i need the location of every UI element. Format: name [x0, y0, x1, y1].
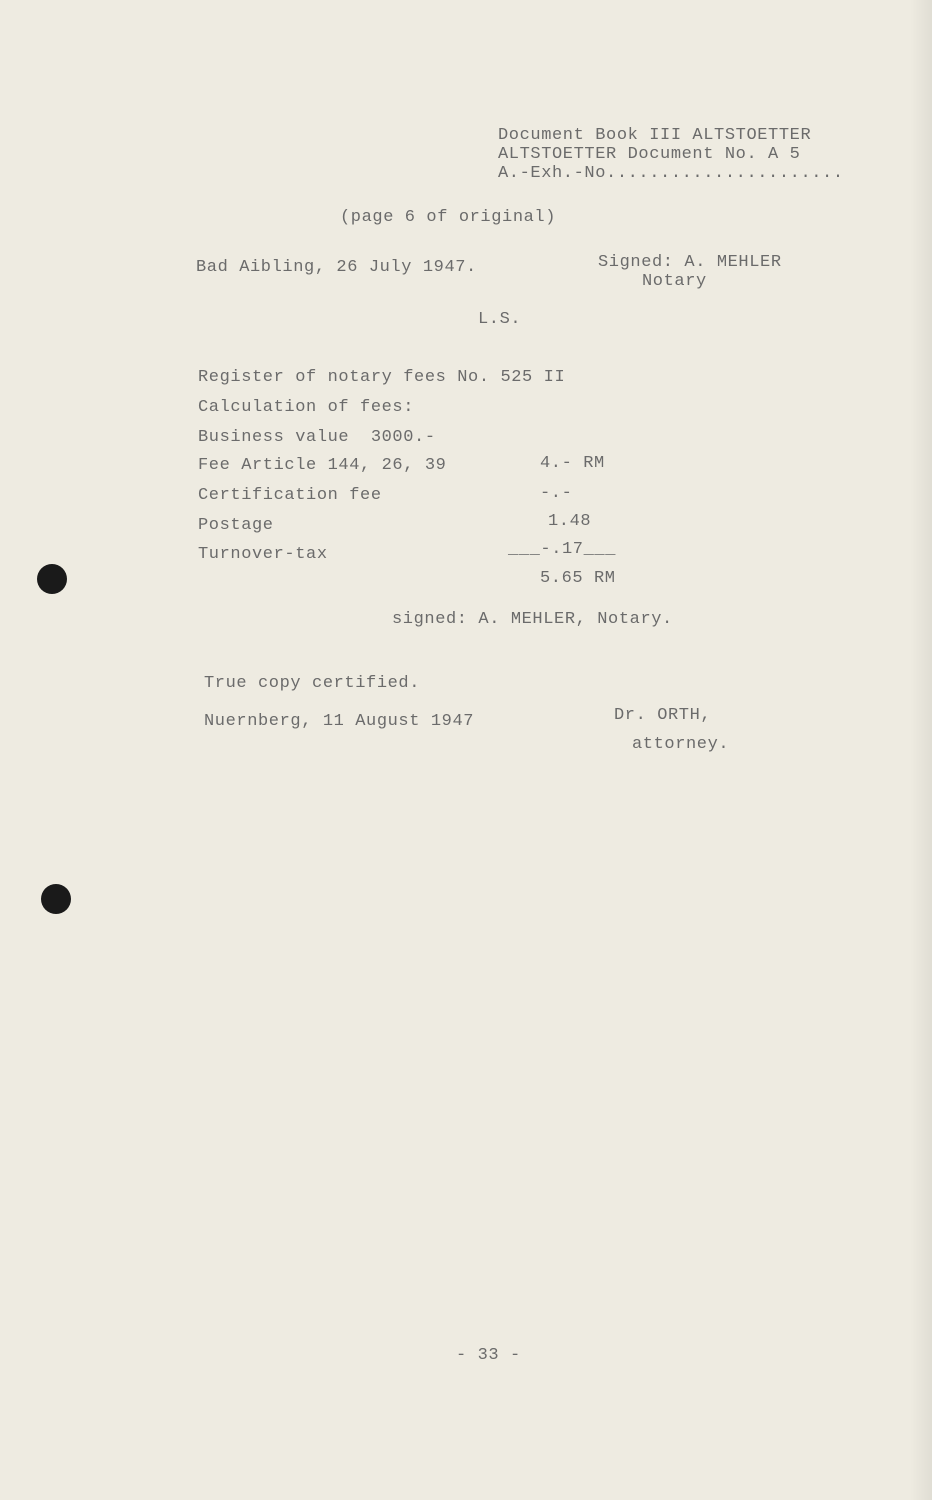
fee-row-label: Turnover-tax [198, 545, 328, 564]
page-reference: (page 6 of original) [340, 208, 557, 227]
seal-mark: L.S. [478, 310, 522, 329]
page-number: - 33 - [456, 1346, 521, 1365]
business-value: Business value 3000.- [198, 428, 436, 447]
fee-row-amount: 1.48 [548, 512, 592, 531]
paper-edge-shadow [910, 0, 932, 1500]
fee-calculation-heading: Calculation of fees: [198, 398, 415, 417]
header-document-book: Document Book III ALTSTOETTER [498, 126, 812, 145]
fee-row-label: Postage [198, 516, 274, 535]
fee-row-amount: -.- [540, 484, 573, 503]
fee-row-label: Fee Article 144, 26, 39 [198, 456, 447, 475]
punch-hole-top [37, 564, 67, 594]
notary-signature: Signed: A. MEHLER [598, 253, 782, 272]
notary-title: Notary [642, 272, 707, 291]
header-document-number: ALTSTOETTER Document No. A 5 [498, 145, 801, 164]
fee-total: 5.65 RM [540, 569, 616, 588]
certification-statement: True copy certified. [204, 674, 421, 693]
certification-place-date: Nuernberg, 11 August 1947 [204, 712, 475, 731]
signed-notary-line: signed: A. MEHLER, Notary. [392, 610, 673, 629]
punch-hole-bottom [41, 884, 71, 914]
fee-row-amount: ___-.17___ [508, 540, 617, 559]
attorney-title: attorney. [632, 735, 730, 754]
fee-row-amount: 4.- RM [540, 454, 605, 473]
place-and-date: Bad Aibling, 26 July 1947. [196, 258, 477, 277]
attorney-name: Dr. ORTH, [614, 706, 712, 725]
header-exhibit-number: A.-Exh.-No...................... [498, 164, 844, 183]
fee-register: Register of notary fees No. 525 II [198, 368, 566, 387]
fee-row-label: Certification fee [198, 486, 382, 505]
